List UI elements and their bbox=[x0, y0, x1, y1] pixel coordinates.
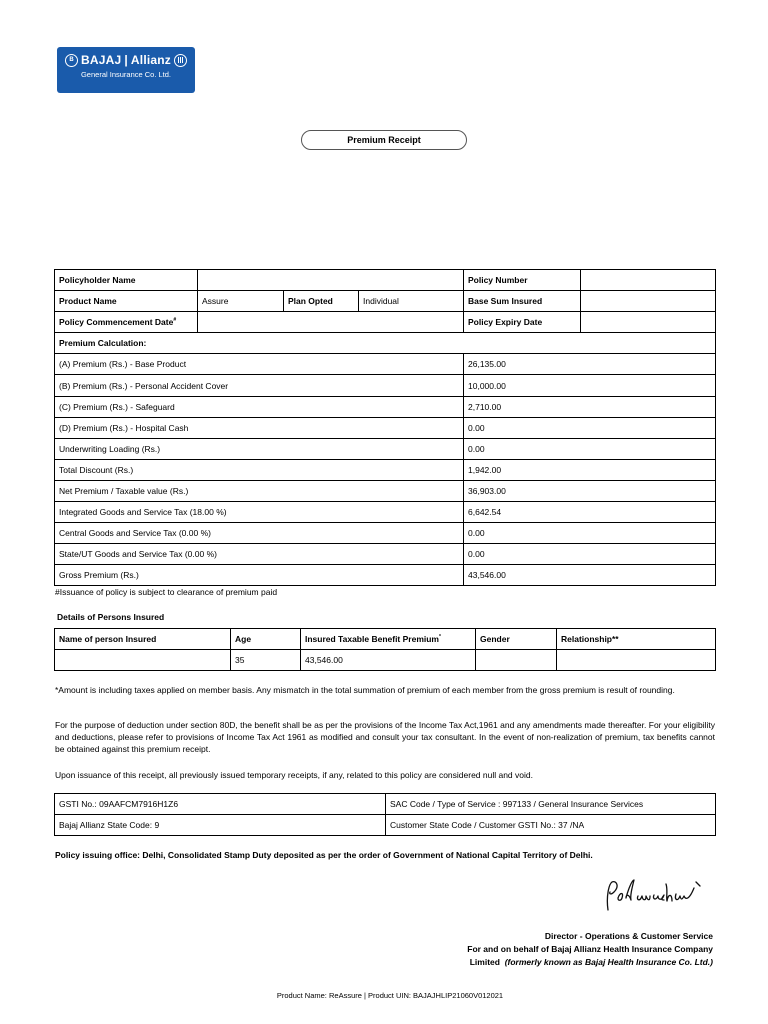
col-header-relationship: Relationship** bbox=[557, 629, 716, 650]
person-gender-cell bbox=[476, 650, 557, 671]
premium-row-label: Underwriting Loading (Rs.) bbox=[55, 438, 464, 459]
premium-row-value: 2,710.00 bbox=[464, 396, 716, 417]
company-logo bbox=[57, 47, 195, 93]
page-title: Premium Receipt bbox=[301, 130, 467, 150]
plan-opted-label: Plan Opted bbox=[284, 291, 359, 312]
policy-number-label: Policy Number bbox=[464, 270, 581, 291]
col-header-name: Name of person Insured bbox=[55, 629, 231, 650]
premium-row bbox=[55, 438, 716, 459]
gst-table bbox=[54, 793, 716, 836]
premium-row bbox=[55, 523, 716, 544]
signatory-line-2: For and on behalf of Bajaj Allianz Health Insurance Company bbox=[467, 944, 713, 954]
base-sum-insured-value bbox=[581, 291, 716, 312]
bajaj-mark-icon: B bbox=[65, 54, 78, 67]
premium-row bbox=[55, 565, 716, 586]
premium-row-label: (A) Premium (Rs.) - Base Product bbox=[55, 354, 464, 375]
gst-row-2 bbox=[55, 815, 716, 836]
signatory-block bbox=[400, 930, 713, 969]
commencement-date-value bbox=[198, 312, 464, 333]
logo-divider: | bbox=[124, 53, 128, 67]
premium-row-value: 0.00 bbox=[464, 438, 716, 459]
commencement-date-mark: # bbox=[173, 317, 177, 324]
person-age-cell: 35 bbox=[231, 650, 301, 671]
policy-number-value bbox=[581, 270, 716, 291]
premium-row bbox=[55, 502, 716, 523]
issuance-note: #Issuance of policy is subject to clearance of premium paid bbox=[55, 587, 278, 597]
premium-row-label: Total Discount (Rs.) bbox=[55, 459, 464, 480]
persons-insured-table bbox=[54, 628, 716, 671]
premium-row bbox=[55, 480, 716, 501]
plan-opted-value: Individual bbox=[359, 291, 464, 312]
policyholder-row bbox=[55, 270, 716, 291]
allianz-eagle-icon bbox=[174, 54, 187, 67]
product-name-value: Assure bbox=[198, 291, 284, 312]
premium-row-label: Gross Premium (Rs.) bbox=[55, 565, 464, 586]
premium-calculation-heading: Premium Calculation: bbox=[55, 333, 716, 354]
premium-row-value: 0.00 bbox=[464, 544, 716, 565]
premium-row bbox=[55, 396, 716, 417]
base-sum-insured-label: Base Sum Insured bbox=[464, 291, 581, 312]
policyholder-name-label: Policyholder Name bbox=[55, 270, 198, 291]
premium-row-value: 36,903.00 bbox=[464, 480, 716, 501]
premium-row-value: 0.00 bbox=[464, 523, 716, 544]
premium-row bbox=[55, 544, 716, 565]
policy-premium-table bbox=[54, 269, 716, 586]
deduction-note: For the purpose of deduction under section 80D, the benefit shall be as per the provisions of the Income Tax Act,1961 and any amendments made thereafter. For your eligibility and deductions, please refer to provisions of Income Tax Act 1961 as modified and consult your tax consultant. In the event of non-realization of premium, tax benefits cannot be obtained against this premium receipt. bbox=[55, 720, 715, 754]
person-row bbox=[55, 650, 716, 671]
premium-row bbox=[55, 459, 716, 480]
premium-row bbox=[55, 417, 716, 438]
commencement-date-label-text: Policy Commencement Date bbox=[59, 317, 174, 328]
premium-row-value: 26,135.00 bbox=[464, 354, 716, 375]
premium-row-value: 43,546.00 bbox=[464, 565, 716, 586]
col-header-benefit-text: Insured Taxable Benefit Premium bbox=[305, 634, 439, 644]
policyholder-name-value bbox=[198, 270, 464, 291]
signature-image bbox=[600, 874, 710, 920]
expiry-date-value bbox=[581, 312, 716, 333]
signatory-line-3 bbox=[400, 956, 713, 969]
state-code-cell: Bajaj Allianz State Code: 9 bbox=[55, 815, 386, 836]
expiry-date-label: Policy Expiry Date bbox=[464, 312, 581, 333]
premium-row-label: (D) Premium (Rs.) - Hospital Cash bbox=[55, 417, 464, 438]
logo-brand-right: Allianz bbox=[130, 53, 171, 67]
footer-product-info: Product Name: ReAssure | Product UIN: BAJAJHLIP21060V012021 bbox=[276, 991, 504, 1000]
amount-note: *Amount is including taxes applied on member basis. Any mismatch in the total summation of premium of each member from the gross premium is result of rounding. bbox=[55, 685, 675, 695]
dates-row bbox=[55, 312, 716, 333]
premium-row-value: 10,000.00 bbox=[464, 375, 716, 396]
premium-calculation-heading-row bbox=[55, 333, 716, 354]
temp-receipt-note: Upon issuance of this receipt, all previously issued temporary receipts, if any, related to this policy are considered null and void. bbox=[55, 770, 533, 780]
premium-row-value: 6,642.54 bbox=[464, 502, 716, 523]
premium-row bbox=[55, 354, 716, 375]
col-header-gender: Gender bbox=[476, 629, 557, 650]
person-name-cell bbox=[55, 650, 231, 671]
issuing-office: Policy issuing office: Delhi, Consolidated Stamp Duty deposited as per the order of Government of National Capital Territory of Delhi. bbox=[55, 850, 593, 860]
signatory-former-name: (formerly known as Bajaj Health Insurance Co. Ltd.) bbox=[504, 957, 713, 967]
col-header-benefit bbox=[301, 629, 476, 650]
person-relationship-cell bbox=[557, 650, 716, 671]
persons-header-row bbox=[55, 629, 716, 650]
premium-row-label: (C) Premium (Rs.) - Safeguard bbox=[55, 396, 464, 417]
person-benefit-cell: 43,546.00 bbox=[301, 650, 476, 671]
gstin-cell: GSTI No.: 09AAFCM7916H1Z6 bbox=[55, 794, 386, 815]
premium-row bbox=[55, 375, 716, 396]
logo-subtitle: General Insurance Co. Ltd. bbox=[80, 70, 172, 79]
persons-heading: Details of Persons Insured bbox=[57, 612, 165, 622]
premium-row-label: Integrated Goods and Service Tax (18.00 %) bbox=[55, 502, 464, 523]
signatory-line-1: Director - Operations & Customer Service bbox=[544, 931, 713, 941]
premium-row-label: Central Goods and Service Tax (0.00 %) bbox=[55, 523, 464, 544]
col-header-benefit-mark: * bbox=[439, 634, 441, 641]
product-name-label: Product Name bbox=[55, 291, 198, 312]
premium-row-label: Net Premium / Taxable value (Rs.) bbox=[55, 480, 464, 501]
product-row bbox=[55, 291, 716, 312]
signatory-line-3-start: Limited bbox=[469, 957, 500, 967]
logo-brand-left: BAJAJ bbox=[81, 53, 122, 67]
customer-state-cell: Customer State Code / Customer GSTI No.: 37 /NA bbox=[386, 815, 716, 836]
col-header-age: Age bbox=[231, 629, 301, 650]
premium-row-value: 1,942.00 bbox=[464, 459, 716, 480]
commencement-date-label bbox=[55, 312, 198, 333]
gst-row-1 bbox=[55, 794, 716, 815]
premium-row-value: 0.00 bbox=[464, 417, 716, 438]
sac-cell: SAC Code / Type of Service : 997133 / General Insurance Services bbox=[386, 794, 716, 815]
premium-row-label: (B) Premium (Rs.) - Personal Accident Cover bbox=[55, 375, 464, 396]
premium-row-label: State/UT Goods and Service Tax (0.00 %) bbox=[55, 544, 464, 565]
